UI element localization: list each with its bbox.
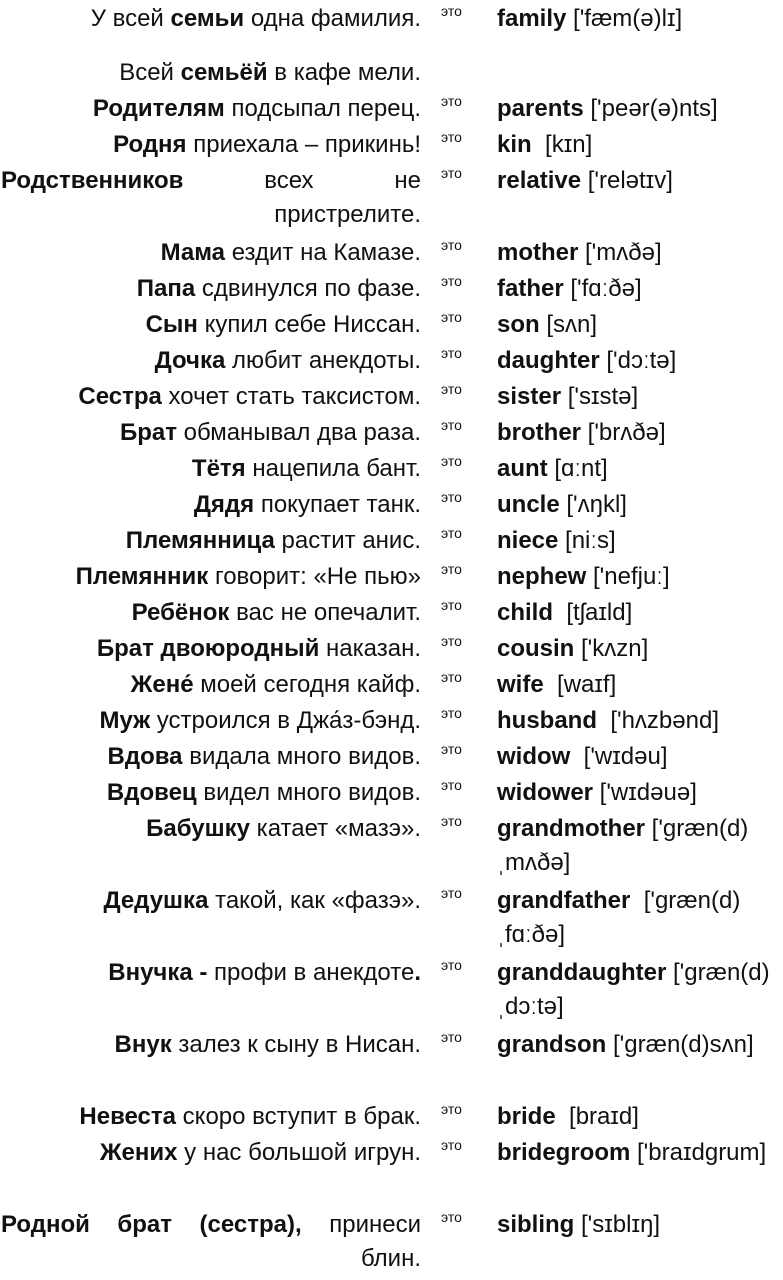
english-word: bride xyxy=(497,1103,556,1130)
transcription: ['wɪdəu] xyxy=(570,743,668,770)
russian-phrase xyxy=(1,560,421,594)
english-entry xyxy=(497,560,783,594)
eto-label: это xyxy=(441,309,462,325)
eto-label: это xyxy=(441,1029,462,1045)
phrase-text: сдвинулся по фазе. xyxy=(195,275,421,302)
phrase-text: Всей xyxy=(119,59,181,86)
phrase-text: всех не пристрелите. xyxy=(183,167,421,228)
eto-label: это xyxy=(441,1101,462,1117)
transcription: ['græn(d)ˌdɔːtə] xyxy=(497,959,770,1020)
russian-phrase xyxy=(1,1208,421,1276)
english-word: aunt xyxy=(497,455,548,482)
keyword: Племянница xyxy=(125,527,275,554)
keyword: Племянник xyxy=(75,563,209,590)
english-entry xyxy=(497,704,783,738)
english-word: grandfather xyxy=(497,887,631,914)
transcription: [tʃaɪld] xyxy=(553,599,633,626)
russian-phrase xyxy=(1,380,421,414)
keyword: Брат двоюродный xyxy=(96,635,320,662)
eto-label: это xyxy=(441,597,462,613)
transcription: ['kʌzn] xyxy=(574,635,649,662)
transcription: ['relətɪv] xyxy=(581,167,673,194)
russian-phrase xyxy=(1,488,421,522)
eto-label: это xyxy=(441,669,462,685)
english-entry xyxy=(497,812,783,880)
eto-label: это xyxy=(441,273,462,289)
english-entry xyxy=(497,776,783,810)
keyword: Сестра xyxy=(78,383,162,410)
eto-label: это xyxy=(441,561,462,577)
russian-phrase xyxy=(1,164,421,232)
english-entry xyxy=(497,956,783,1024)
transcription: ['braɪdgrum] xyxy=(630,1139,767,1166)
english-entry xyxy=(497,596,783,630)
transcription: ['græn(d)ˌfɑːðə] xyxy=(497,887,741,948)
eto-label: это xyxy=(441,453,462,469)
russian-phrase xyxy=(1,1028,421,1062)
transcription: ['dɔːtə] xyxy=(599,347,677,374)
english-entry xyxy=(497,1028,783,1062)
keyword: Брат xyxy=(119,419,177,446)
keyword: Невеста xyxy=(79,1103,177,1130)
russian-phrase xyxy=(1,452,421,486)
keyword: Жене́ xyxy=(130,671,194,698)
phrase-text: наказан. xyxy=(319,635,421,662)
russian-phrase xyxy=(1,236,421,270)
phrase-text: нацепила бант. xyxy=(245,455,421,482)
phrase-text: видала много видов. xyxy=(182,743,421,770)
phrase-text: купил себе Ниссан. xyxy=(197,311,421,338)
english-word: mother xyxy=(497,239,579,266)
russian-phrase xyxy=(1,884,421,918)
keyword: Мама xyxy=(160,239,226,266)
phrase-text: устроился в Джа́з-бэнд. xyxy=(150,707,421,734)
eto-label: это xyxy=(441,885,462,901)
phrase-text: профи в анекдоте xyxy=(214,959,415,986)
russian-phrase xyxy=(1,128,421,162)
transcription: [sʌn] xyxy=(539,311,598,338)
english-word: wife xyxy=(497,671,544,698)
english-word: bridegroom xyxy=(497,1139,631,1166)
english-word: child xyxy=(497,599,554,626)
phrase-text: любит анекдоты. xyxy=(225,347,421,374)
english-word: husband xyxy=(497,707,597,734)
russian-phrase xyxy=(1,1100,421,1134)
eto-label: это xyxy=(441,165,462,181)
english-entry xyxy=(497,1208,783,1242)
english-word: nephew xyxy=(497,563,587,590)
russian-phrase xyxy=(1,92,421,126)
russian-phrase xyxy=(1,740,421,774)
phrase-text: скоро вступит в брак. xyxy=(176,1103,421,1130)
keyword: . xyxy=(414,959,421,986)
transcription: ['hʌzbənd] xyxy=(597,707,719,734)
phrase-text: У всей xyxy=(90,5,171,32)
english-entry xyxy=(497,1136,783,1170)
phrase-text: у нас большой игрун. xyxy=(177,1139,421,1166)
phrase-text: покупает танк. xyxy=(254,491,421,518)
english-word: son xyxy=(497,311,540,338)
russian-phrase xyxy=(1,596,421,630)
phrase-text: одна фамилия. xyxy=(244,5,421,32)
keyword: Дядя xyxy=(193,491,255,518)
transcription: ['fæm(ə)lɪ] xyxy=(566,5,683,32)
keyword: Дочка xyxy=(154,347,226,374)
transcription: ['peər(ə)nts] xyxy=(583,95,718,122)
english-entry xyxy=(497,1100,783,1134)
transcription: ['ʌŋkl] xyxy=(559,491,627,518)
phrase-text: залез к сыну в Нисан. xyxy=(171,1031,421,1058)
transcription: [kɪn] xyxy=(531,131,593,158)
keyword: Родной брат (сестра), xyxy=(1,1211,302,1238)
english-entry xyxy=(497,524,783,558)
english-entry xyxy=(497,164,783,198)
phrase-text: катает «мазэ». xyxy=(250,815,421,842)
phrase-text: вас не опечалит. xyxy=(229,599,421,626)
eto-label: это xyxy=(441,381,462,397)
english-word: niece xyxy=(497,527,559,554)
english-word: father xyxy=(497,275,564,302)
eto-label: это xyxy=(441,813,462,829)
russian-phrase xyxy=(1,2,421,36)
eto-label: это xyxy=(441,741,462,757)
eto-label: это xyxy=(441,345,462,361)
english-entry xyxy=(497,380,783,414)
english-entry xyxy=(497,308,783,342)
eto-label: это xyxy=(441,777,462,793)
english-entry xyxy=(497,92,783,126)
phrase-text: принеси блин. xyxy=(301,1211,421,1272)
english-word: sister xyxy=(497,383,562,410)
english-word: widower xyxy=(497,779,594,806)
transcription: ['mʌðə] xyxy=(578,239,662,266)
russian-phrase xyxy=(1,776,421,810)
keyword: Папа xyxy=(136,275,196,302)
eto-label: это xyxy=(441,705,462,721)
phrase-text: такой, как «фазэ». xyxy=(208,887,421,914)
russian-phrase xyxy=(1,812,421,846)
english-entry xyxy=(497,488,783,522)
english-word: family xyxy=(497,5,567,32)
russian-phrase xyxy=(1,272,421,306)
eto-label: это xyxy=(441,489,462,505)
russian-phrase xyxy=(1,704,421,738)
keyword: семьёй xyxy=(180,59,268,86)
keyword: Муж xyxy=(99,707,151,734)
phrase-text: ездит на Камазе. xyxy=(225,239,421,266)
russian-phrase xyxy=(1,416,421,450)
keyword: Ребёнок xyxy=(131,599,230,626)
keyword: Внук xyxy=(114,1031,172,1058)
phrase-text: видел много видов. xyxy=(196,779,421,806)
russian-phrase xyxy=(1,1136,421,1170)
transcription: ['sɪstə] xyxy=(561,383,639,410)
english-entry xyxy=(497,632,783,666)
transcription: ['nefjuː] xyxy=(586,563,670,590)
transcription: ['fɑːðə] xyxy=(563,275,642,302)
eto-label: это xyxy=(441,237,462,253)
phrase-text: обманывал два раза. xyxy=(176,419,421,446)
english-word: brother xyxy=(497,419,581,446)
keyword: Родня xyxy=(113,131,187,158)
eto-label: это xyxy=(441,633,462,649)
eto-label: это xyxy=(441,417,462,433)
keyword: семьи xyxy=(170,5,245,32)
russian-phrase xyxy=(1,524,421,558)
english-word: daughter xyxy=(497,347,600,374)
english-entry xyxy=(497,128,783,162)
eto-label: это xyxy=(441,525,462,541)
transcription: [niːs] xyxy=(558,527,616,554)
english-word: granddaughter xyxy=(497,959,667,986)
keyword: Дедушка xyxy=(103,887,209,914)
phrase-text: приехала – прикинь! xyxy=(186,131,421,158)
phrase-text: хочет стать таксистом. xyxy=(161,383,421,410)
transcription: [braɪd] xyxy=(555,1103,639,1130)
english-word: widow xyxy=(497,743,571,770)
english-entry xyxy=(497,416,783,450)
keyword: Бабушку xyxy=(146,815,250,842)
english-word: sibling xyxy=(497,1211,575,1238)
keyword: Жених xyxy=(99,1139,178,1166)
keyword: Родственников xyxy=(1,167,184,194)
keyword: Вдова xyxy=(107,743,183,770)
english-entry xyxy=(497,452,783,486)
russian-phrase xyxy=(1,632,421,666)
phrase-text: растит анис. xyxy=(274,527,421,554)
phrase-text: подсыпал перец. xyxy=(224,95,421,122)
eto-label: это xyxy=(441,129,462,145)
eto-label: это xyxy=(441,1137,462,1153)
transcription: [waɪf] xyxy=(543,671,617,698)
keyword: Родителям xyxy=(92,95,225,122)
keyword: Вдовец xyxy=(106,779,197,806)
eto-label: это xyxy=(441,3,462,19)
transcription: ['græn(d)sʌn] xyxy=(606,1031,754,1058)
eto-label: это xyxy=(441,93,462,109)
keyword: Тётя xyxy=(191,455,246,482)
english-entry xyxy=(497,668,783,702)
english-word: cousin xyxy=(497,635,575,662)
eto-label: это xyxy=(441,1209,462,1225)
english-word: kin xyxy=(497,131,532,158)
transcription: ['sɪblɪŋ] xyxy=(574,1211,661,1238)
transcription: ['brʌðə] xyxy=(581,419,666,446)
russian-phrase xyxy=(1,956,421,990)
english-word: grandmother xyxy=(497,815,646,842)
transcription: ['græn(d)ˌmʌðə] xyxy=(497,815,749,876)
phrase-text: в кафе мели. xyxy=(267,59,421,86)
transcription: [ɑːnt] xyxy=(547,455,608,482)
english-word: parents xyxy=(497,95,584,122)
english-word: uncle xyxy=(497,491,560,518)
english-entry xyxy=(497,884,783,952)
english-entry xyxy=(497,740,783,774)
russian-phrase xyxy=(1,308,421,342)
keyword: Сын xyxy=(145,311,198,338)
english-word: relative xyxy=(497,167,582,194)
eto-label: это xyxy=(441,957,462,973)
english-entry xyxy=(497,236,783,270)
english-entry xyxy=(497,344,783,378)
keyword: Внучка - xyxy=(108,959,215,986)
russian-phrase xyxy=(1,668,421,702)
phrase-text: моей сегодня кайф. xyxy=(193,671,421,698)
russian-phrase xyxy=(1,56,421,90)
russian-phrase xyxy=(1,344,421,378)
phrase-text: говорит: «Не пью» xyxy=(208,563,421,590)
english-entry xyxy=(497,2,783,36)
english-word: grandson xyxy=(497,1031,607,1058)
english-entry xyxy=(497,272,783,306)
transcription: ['wɪdəuə] xyxy=(593,779,697,806)
